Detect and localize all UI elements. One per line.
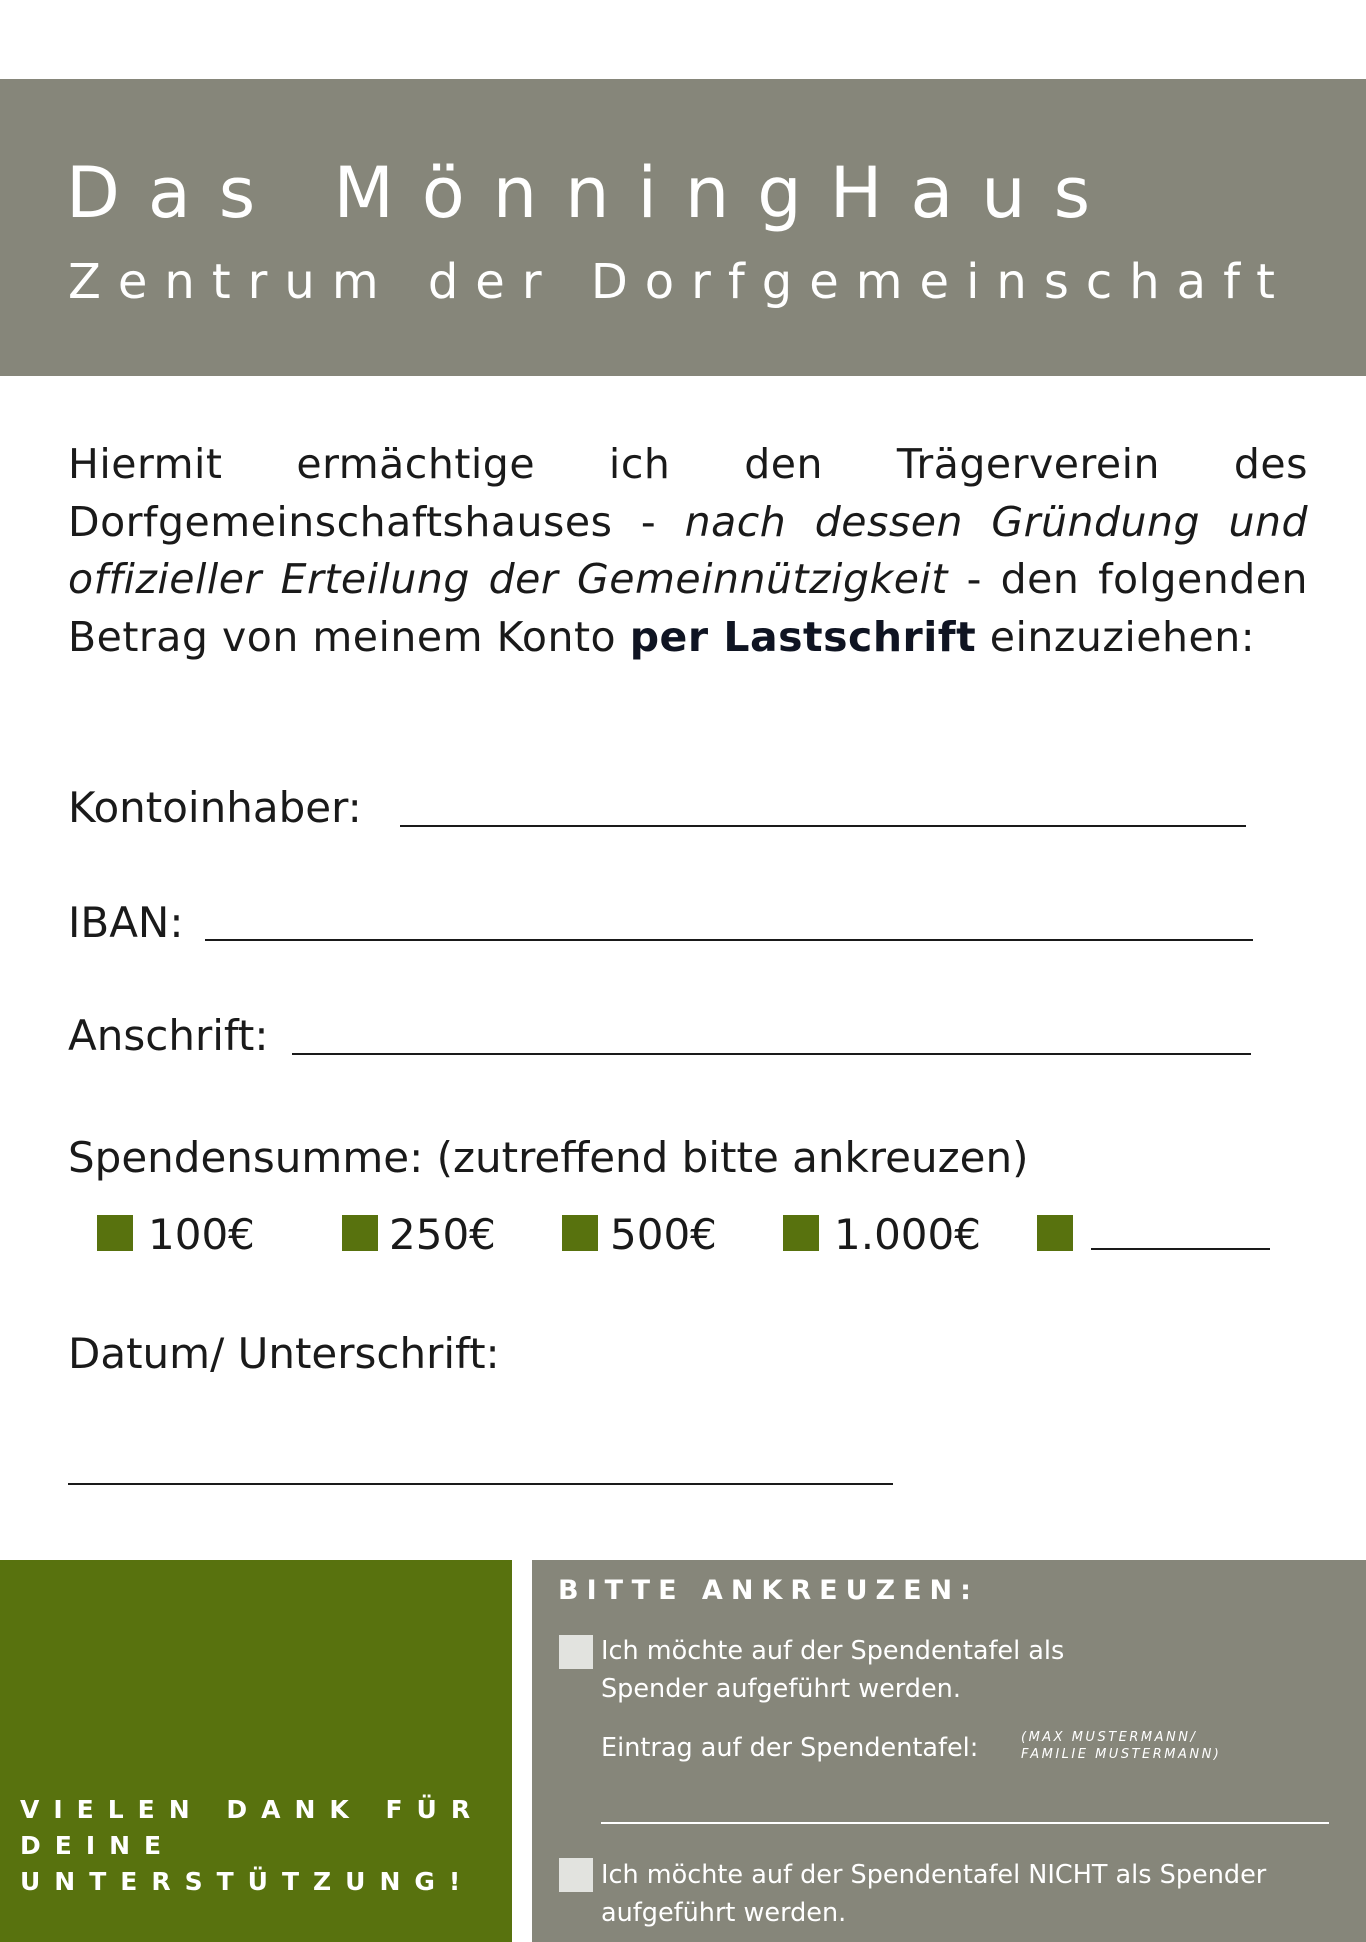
listed-on-donor-board-checkbox[interactable] bbox=[559, 1635, 593, 1669]
donor-board-entry-field[interactable] bbox=[601, 1822, 1329, 1824]
signature-field[interactable] bbox=[68, 1483, 893, 1485]
intro-text: - den folgenden Betrag von meinem Konto bbox=[68, 555, 1309, 661]
intro-italic-text: nach dessen Gründung und offizieller Erteilung der Gemeinnützigkeit bbox=[68, 497, 1308, 603]
amount-checkbox-custom[interactable] bbox=[1037, 1215, 1073, 1251]
entry-hint-line: (MAX MUSTERMANN/ bbox=[1021, 1730, 1198, 1745]
intro-text: Hiermit ermächtige ich den Trägerverein des Dorfgemeinschaftshauses - bbox=[68, 440, 1308, 546]
amount-label-500: 500€ bbox=[610, 1210, 717, 1259]
authorization-text bbox=[68, 436, 1308, 666]
intro-text: einzuziehen: bbox=[976, 612, 1256, 661]
page-title: Das MönningHaus bbox=[66, 152, 1119, 234]
not-listed-on-donor-board-checkbox[interactable] bbox=[559, 1858, 593, 1892]
account-holder-label: Kontoinhaber: bbox=[68, 783, 362, 832]
not-listed-on-donor-board-label: Ich möchte auf der Spendentafel NICHT als Spender aufgeführt werden. bbox=[601, 1860, 1267, 1928]
donation-sum-label: Spendensumme: (zutreffend bitte ankreuzen) bbox=[68, 1133, 1029, 1182]
amount-checkbox-1000[interactable] bbox=[783, 1215, 819, 1251]
amount-checkbox-500[interactable] bbox=[562, 1215, 598, 1251]
thanks-message: VIELEN DANK FÜR DEINE UNTERSTÜTZUNG! bbox=[20, 1795, 485, 1896]
intro-bold-text: per Lastschrift bbox=[629, 612, 977, 661]
amount-checkbox-100[interactable] bbox=[97, 1215, 133, 1251]
iban-field[interactable] bbox=[205, 939, 1253, 941]
amount-label-1000: 1.000€ bbox=[834, 1210, 981, 1259]
address-field[interactable] bbox=[292, 1053, 1251, 1055]
iban-label: IBAN: bbox=[68, 898, 184, 947]
donor-board-entry-label: Eintrag auf der Spendentafel: bbox=[601, 1733, 979, 1763]
checkbox-section-title: BITTE ANKREUZEN: bbox=[558, 1575, 979, 1606]
account-holder-field[interactable] bbox=[400, 825, 1246, 827]
amount-label-100: 100€ bbox=[148, 1210, 255, 1259]
entry-hint-line: FAMILIE MUSTERMANN) bbox=[1021, 1747, 1222, 1762]
amount-checkbox-250[interactable] bbox=[342, 1215, 378, 1251]
amount-label-250: 250€ bbox=[389, 1210, 496, 1259]
page-subtitle: Zentrum der Dorfgemeinschaft bbox=[68, 254, 1292, 310]
date-signature-label: Datum/ Unterschrift: bbox=[68, 1329, 500, 1378]
address-label: Anschrift: bbox=[68, 1011, 269, 1060]
donor-board-entry-hint bbox=[1021, 1729, 1221, 1763]
listed-on-donor-board-label: Ich möchte auf der Spendentafel als Spender aufgeführt werden. bbox=[601, 1636, 1065, 1704]
custom-amount-field[interactable] bbox=[1091, 1248, 1270, 1250]
